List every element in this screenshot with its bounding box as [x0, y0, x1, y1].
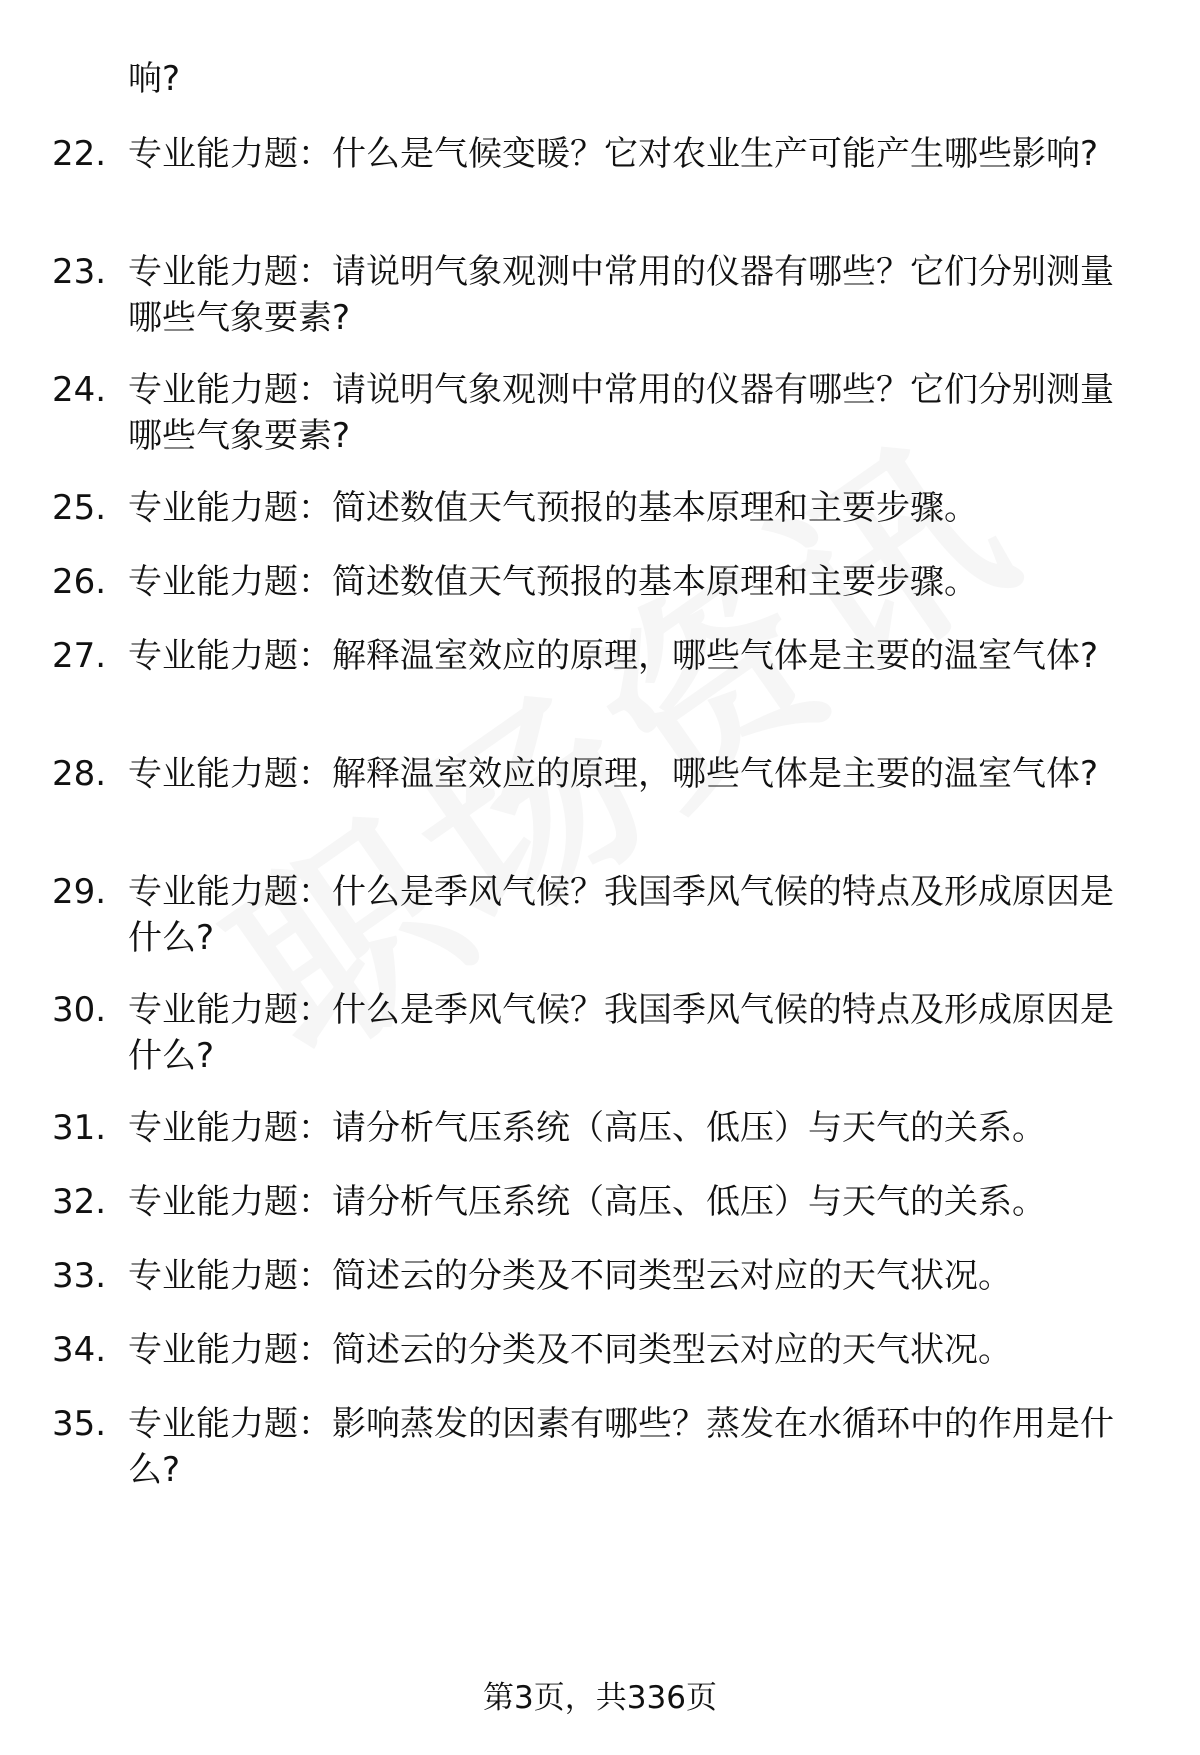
question-number: 32.: [52, 1182, 107, 1222]
question-text: 专业能力题：什么是季风气候？我国季风气候的特点及形成原因是什么?: [128, 990, 1114, 1076]
question-number: 29.: [52, 872, 107, 912]
question-number: 33.: [52, 1256, 107, 1296]
question-number: 25.: [52, 488, 107, 528]
question-number: 22.: [52, 134, 107, 174]
question-number: 34.: [52, 1330, 107, 1370]
question-number: 28.: [52, 754, 107, 794]
question-text: 专业能力题：什么是季风气候？我国季风气候的特点及形成原因是什么?: [128, 872, 1114, 958]
question-text: 专业能力题：请分析气压系统（高压、低压）与天气的关系。: [128, 1182, 1046, 1222]
question-number: 23.: [52, 252, 107, 292]
page-footer: 第3页，共336页: [483, 1680, 717, 1716]
question-text: 专业能力题：什么是气候变暖？它对农业生产可能产生哪些影响?: [128, 134, 1099, 174]
question-number: 35.: [52, 1404, 107, 1444]
question-number: 31.: [52, 1108, 107, 1148]
question-text: 专业能力题：请分析气压系统（高压、低压）与天气的关系。: [128, 1108, 1046, 1148]
question-number: 26.: [52, 562, 107, 602]
question-text: 专业能力题：请说明气象观测中常用的仪器有哪些？它们分别测量哪些气象要素?: [128, 370, 1114, 456]
question-number: 30.: [52, 990, 107, 1030]
continuation-text: 响?: [128, 59, 181, 99]
question-number: 27.: [52, 636, 107, 676]
question-number: 24.: [52, 370, 107, 410]
question-text: 专业能力题：影响蒸发的因素有哪些？蒸发在水循环中的作用是什么?: [128, 1404, 1114, 1490]
question-text: 专业能力题：解释温室效应的原理，哪些气体是主要的温室气体?: [128, 636, 1099, 676]
question-text: 专业能力题：解释温室效应的原理，哪些气体是主要的温室气体?: [128, 754, 1099, 794]
question-text: 专业能力题：简述数值天气预报的基本原理和主要步骤。: [128, 488, 978, 528]
question-text: 专业能力题：简述云的分类及不同类型云对应的天气状况。: [128, 1256, 1012, 1296]
question-text: 专业能力题：简述数值天气预报的基本原理和主要步骤。: [128, 562, 978, 602]
question-text: 专业能力题：简述云的分类及不同类型云对应的天气状况。: [128, 1330, 1012, 1370]
question-text: 专业能力题：请说明气象观测中常用的仪器有哪些？它们分别测量哪些气象要素?: [128, 252, 1114, 338]
